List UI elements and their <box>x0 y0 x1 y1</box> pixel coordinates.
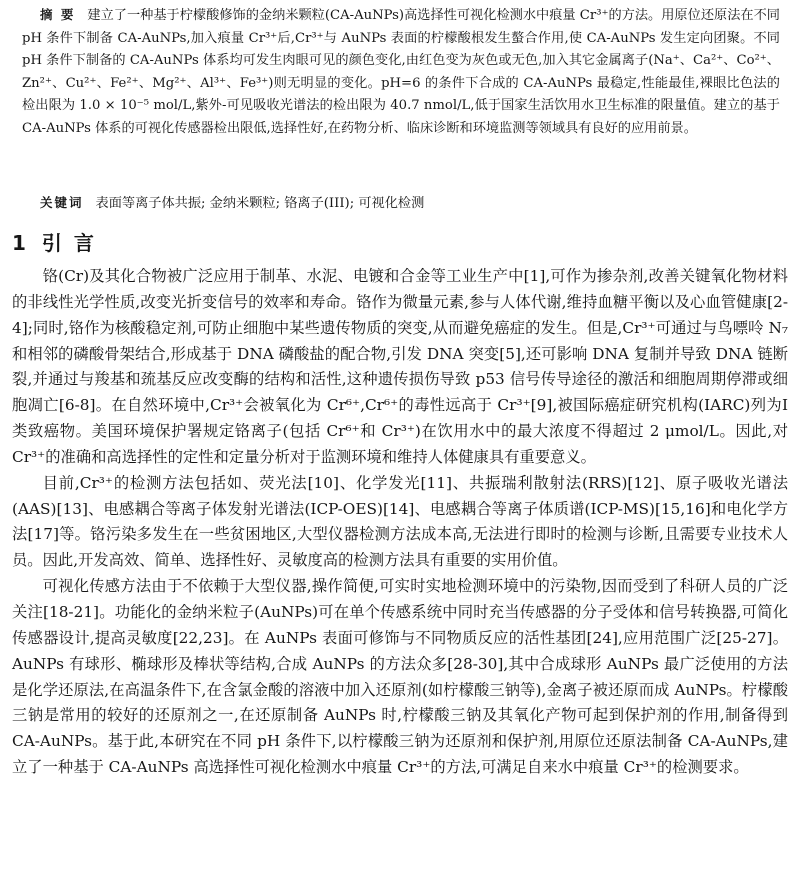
introduction-body <box>12 264 788 781</box>
abstract-paragraph <box>22 4 780 141</box>
abstract-block <box>22 4 780 141</box>
section-number: 1 <box>12 231 26 255</box>
body-paragraph: 可视化传感方法由于不依赖于大型仪器,操作简便,可实时实地检测环境中的污染物,因而受到了科研人员的广泛关注[18-21]。功能化的金纳米粒子(AuNPs)可在单个传感系统中同时充当传感器的分子受体和信号转换器,可简化传感器设计,提高灵敏度[22,23]。在 AuNPs 表面可修饰与不同物质反应的活性基团[24],应用范围广泛[25-27]。AuNPs 有球形、椭球形及棒状等结构,合成 AuNPs 的方法众多[28-30],其中合成球形 AuNPs 最广泛使用的方法是化学还原法,在高温条件下,在含氯金酸的溶液中加入还原剂(如柠檬酸三钠等),金离子被还原而成 AuNPs。柠檬酸三钠是常用的较好的还原剂之一,在还原制备 AuNPs 时,柠檬酸三钠及其氧化产物可起到保护剂的作用,制备得到 CA-AuNPs。基于此,本研究在不同 pH 条件下,以柠檬酸三钠为还原剂和保护剂,用原位还原法制备 CA-AuNPs,建立了一种基于 CA-AuNPs 高选择性可视化检测水中痕量 Cr³⁺的方法,可满足自来水中痕量 Cr³⁺的检测要求。 <box>12 577 788 777</box>
body-paragraph: 铬(Cr)及其化合物被广泛应用于制革、水泥、电镀和合金等工业生产中[1],可作为掺杂剂,改善关键氧化物材料的非线性光学性质,改变光折变信号的效率和寿命。铬作为微量元素,参与人体代谢,维持血糖平衡以及心血管健康[2-4];同时,铬作为核酸稳定剂,可防止细胞中某些遗传物质的突变,从而避免癌症的发生。但是,Cr³⁺可通过与鸟嘌呤 N₇和相邻的磷酸骨架结合,形成基于 DNA 磷酸盐的配合物,引发 DNA 突变[5],还可影响 DNA 复制并导致 DNA 链断裂,并通过与羧基和巯基反应改变酶的结构和活性,这种遗传损伤导致 p53 信号传导途径的激活和细胞周期停滞或细胞凋亡[6-8]。在自然环境中,Cr³⁺会被氧化为 Cr⁶⁺,Cr⁶⁺的毒性远高于 Cr³⁺[9],被国际癌症研究机构(IARC)列为Ⅰ类致癌物。美国环境保护署规定铬离子(包括 Cr⁶⁺和 Cr³⁺)在饮用水中的最大浓度不得超过 2 μmol/L。因此,对 Cr³⁺的准确和高选择性的定性和定量分析对于监测环境和维持人体健康具有重要意义。 <box>12 267 788 466</box>
body-paragraph: 目前,Cr³⁺的检测方法包括如、荧光法[10]、化学发光[11]、共振瑞利散射法(RRS)[12]、原子吸收光谱法(AAS)[13]、电感耦合等离子体发射光谱法(ICP-OES)[14]、电感耦合等离子体质谱(ICP-MS)[15,16]和电化学方法[17]等。铬污染多发生在一些贫困地区,大型仪器检测方法成本高,无法进行即时的检测与诊断,且需要专业技术人员。因此,开发高效、简单、选择性好、灵敏度高的检测方法具有重要的实用价值。 <box>12 473 788 570</box>
keywords-block <box>22 192 780 215</box>
keywords-label: 关键词 <box>40 195 84 210</box>
section-title: 引言 <box>41 231 106 255</box>
keywords-text: 表面等离子体共振; 金纳米颗粒; 铬离子(III); 可视化检测 <box>95 196 425 211</box>
abstract-label: 摘 要 <box>40 7 76 22</box>
section-heading <box>12 228 106 258</box>
abstract-text: 建立了一种基于柠檬酸修饰的金纳米颗粒(CA-AuNPs)高选择性可视化检测水中痕量 Cr³⁺的方法。用原位还原法在不同 pH 条件下制备 CA-AuNPs,加入痕量 Cr³⁺后,Cr³⁺与 AuNPs 表面的柠檬酸根发生螯合作用,使 CA-AuNPs 发生定向团聚。不同 pH 条件下制备的 CA-AuNPs 体系均可发生肉眼可见的颜色变化,由红色变为灰色或无色,加入其它金属离子(Na⁺、Ca²⁺、Co²⁺、Zn²⁺、Cu²⁺、Fe²⁺、Mg²⁺、Al³⁺、Fe³⁺)则无明显的变化。pH=6 的条件下合成的 CA-AuNPs 最稳定,性能最佳,裸眼比色法的检出限为 1.0 × 10⁻⁵ mol/L,紫外-可见吸收光谱法的检出限为 40.7 nmol/L,低于国家生活饮用水卫生标准的限量值。建立的基于 CA-AuNPs 体系的可视化传感器检出限低,选择性好,在药物分析、临床诊断和环境监测等领域具有良好的应用前景。 <box>22 8 780 136</box>
